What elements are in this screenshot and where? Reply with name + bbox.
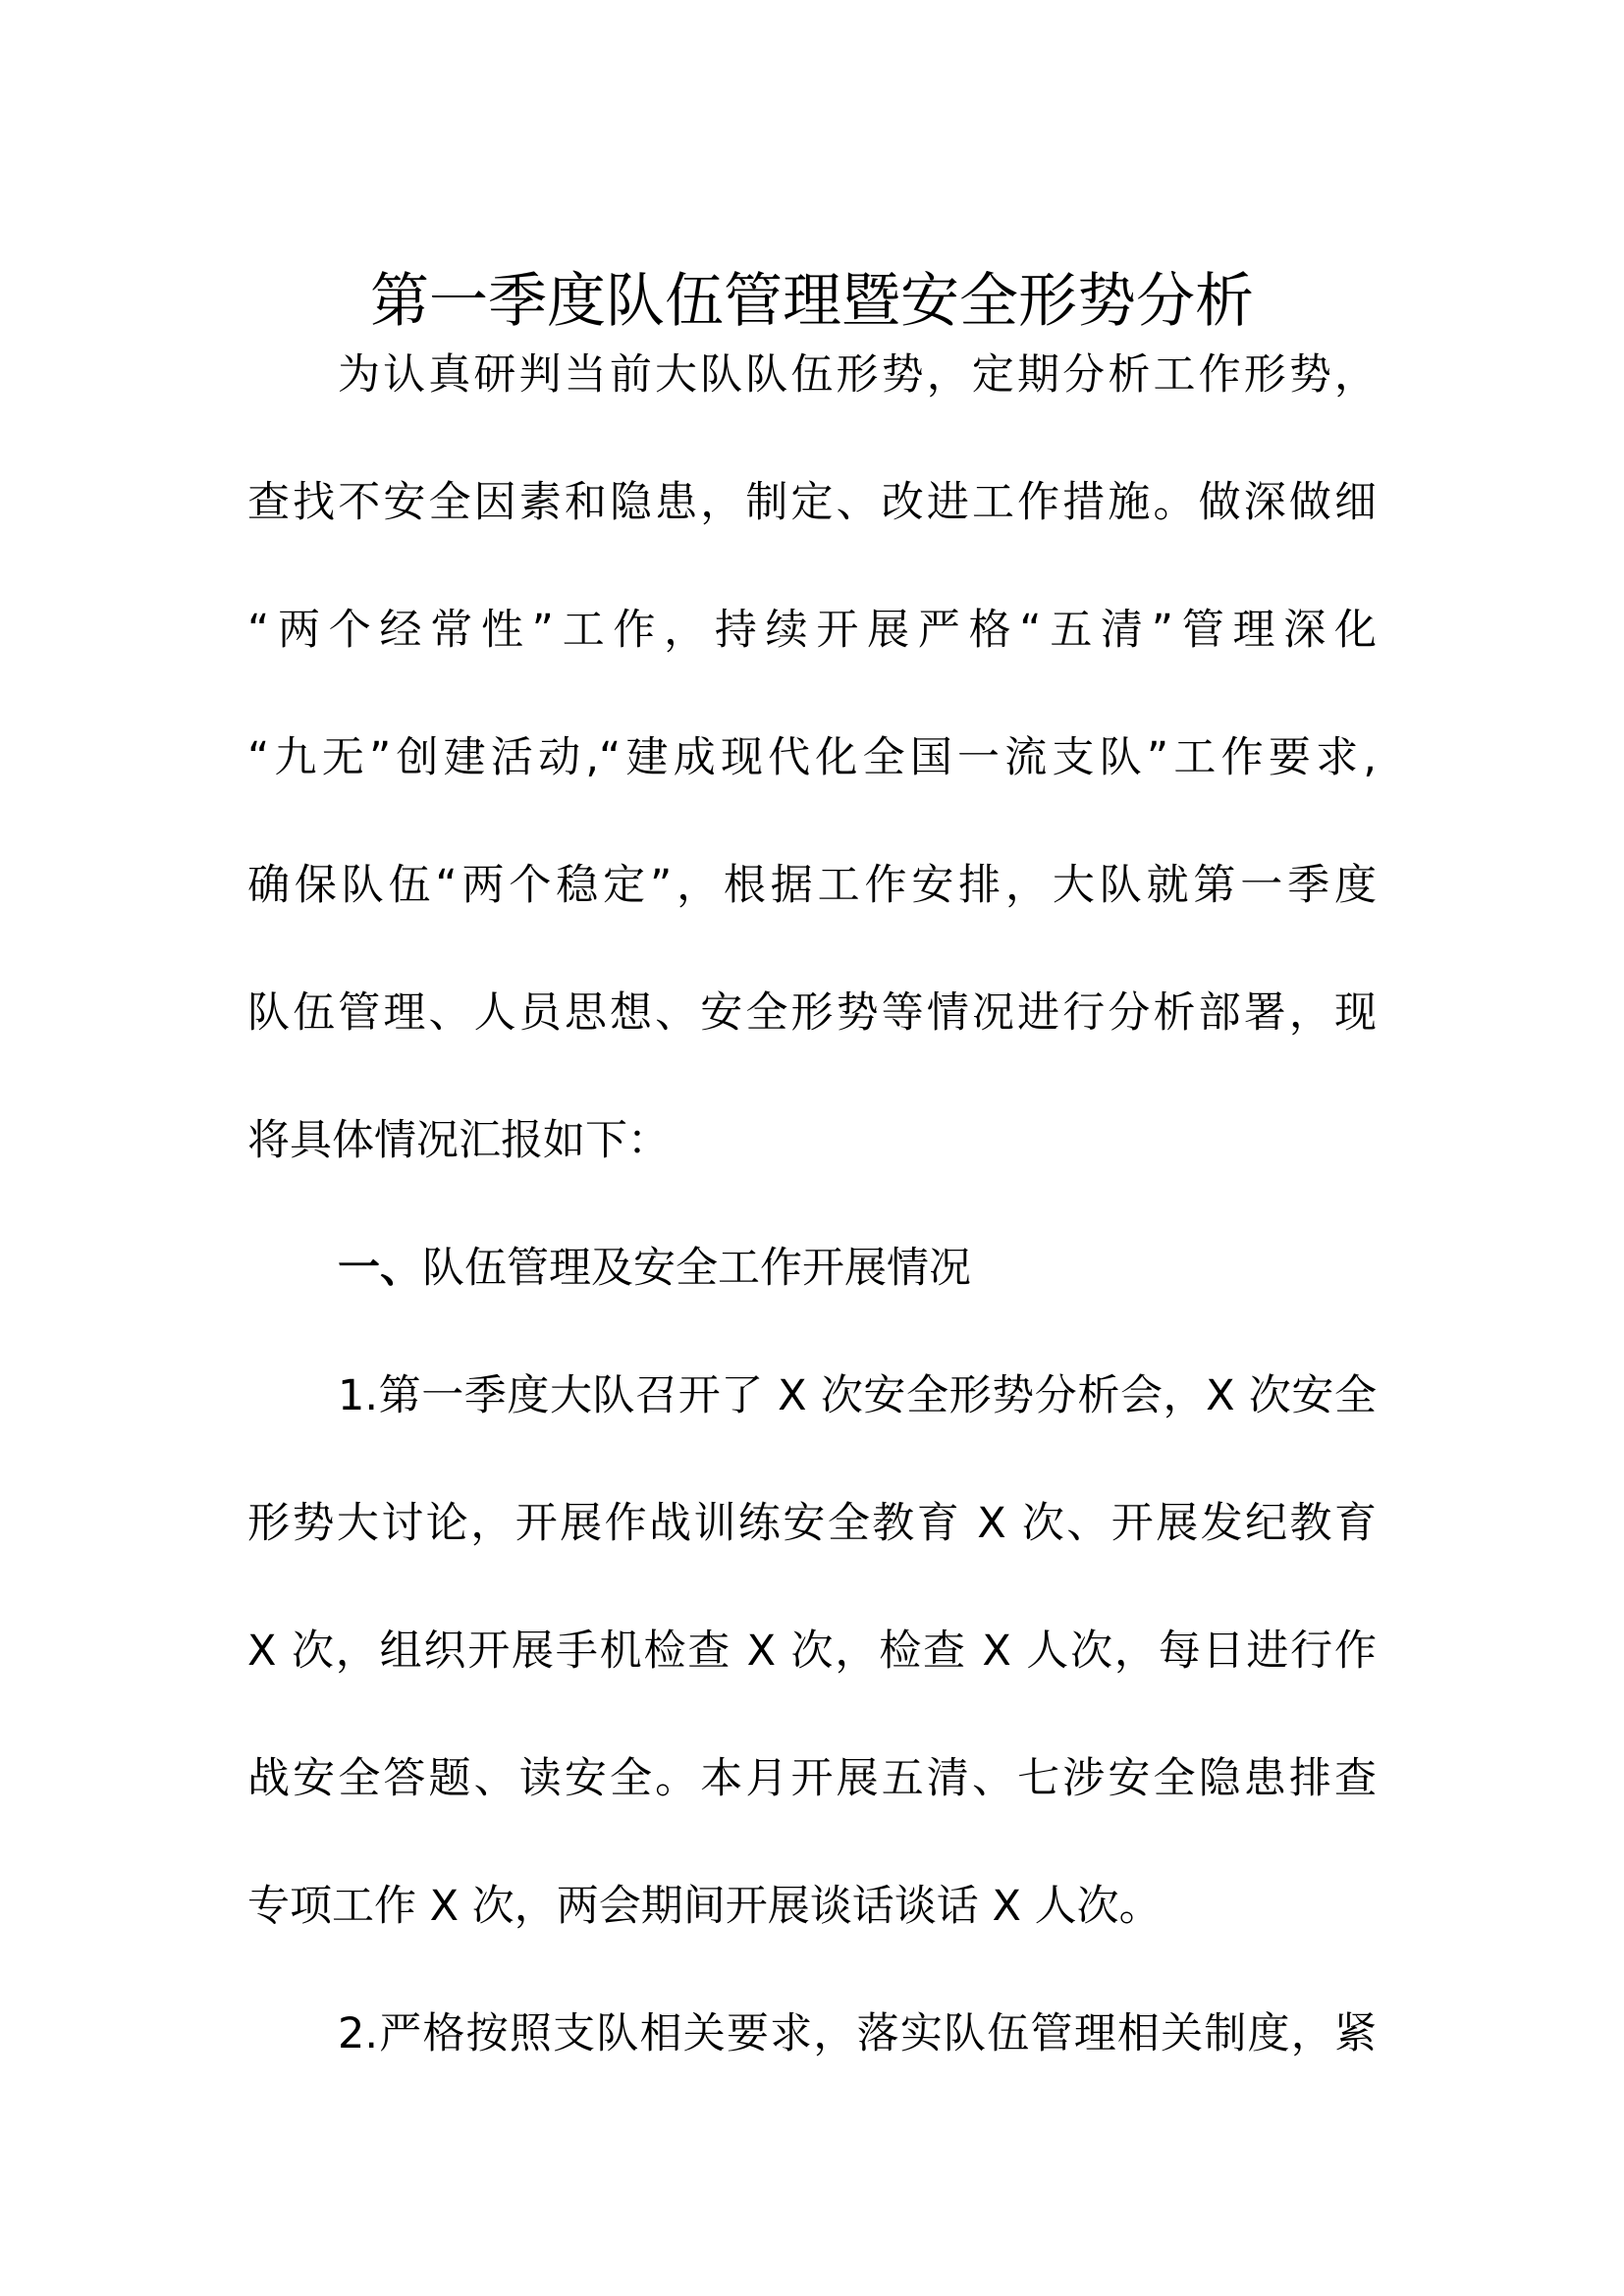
paragraph-line: “两个经常性”工作，持续开展严格“五清”管理深化: [247, 606, 1377, 655]
paragraph-line: 2.严格按照支队相关要求，落实队伍管理相关制度，紧: [338, 2009, 1377, 2058]
paragraph-line: 确保队伍“两个稳定”，根据工作安排，大队就第一季度: [247, 861, 1377, 910]
paragraph-line: 1.第一季度大队召开了 X 次安全形势分析会，X 次安全: [338, 1371, 1377, 1420]
paragraph-line: “九无”创建活动,“建成现代化全国一流支队”工作要求,: [247, 733, 1377, 782]
document-title: 第一季度队伍管理暨安全形势分析: [370, 267, 1254, 336]
paragraph-line: 为认真研判当前大队队伍形势，定期分析工作形势，: [338, 350, 1377, 400]
paragraph-line: X 次，组织开展手机检查 X 次，检查 X 人次，每日进行作: [247, 1627, 1377, 1676]
paragraph-line: 队伍管理、人员思想、安全形势等情况进行分析部署，现: [247, 988, 1377, 1038]
paragraph-line: 形势大讨论，开展作战训练安全教育 X 次、开展发纪教育: [247, 1499, 1377, 1548]
paragraph-line: 战安全答题、读安全。本月开展五清、七涉安全隐患排查: [247, 1754, 1377, 1803]
section-number: 一、: [338, 1244, 422, 1293]
paragraph-line: 将具体情况汇报如下：: [247, 1116, 670, 1165]
paragraph-line: 查找不安全因素和隐患，制定、改进工作措施。做深做细: [247, 478, 1377, 527]
paragraph-line: 专项工作 X 次，两会期间开展谈话谈话 X 人次。: [247, 1882, 1162, 1931]
section-heading-text: 队伍管理及安全工作开展情况: [422, 1244, 971, 1293]
section-heading: [247, 1239, 1377, 1298]
